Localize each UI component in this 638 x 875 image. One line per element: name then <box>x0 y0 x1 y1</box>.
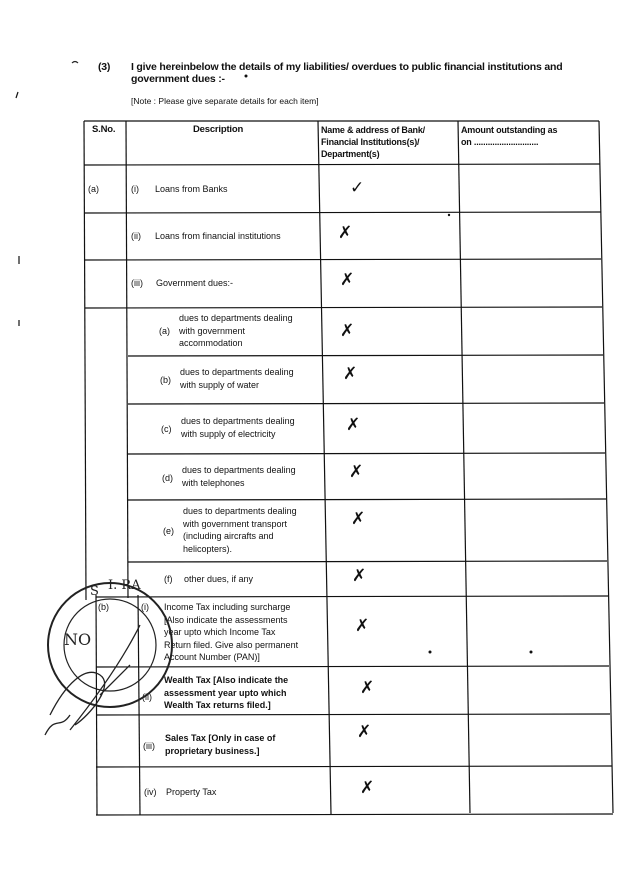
svg-text:S: S <box>90 584 99 599</box>
row-desc: dues to departments dealing with government transport (including aircrafts and helicopters). <box>183 506 297 554</box>
row-num: (iii) <box>131 278 143 288</box>
row-num: (ii) <box>131 231 141 241</box>
row-desc: Loans from Banks <box>155 184 228 194</box>
cross-mark: ✗ <box>338 223 353 243</box>
row-desc: Income Tax including surcharge [Also indicate the assessments year upto which Income Tax Return filed. Give also permanent Account Number (PAN)] <box>164 602 299 662</box>
header-name-address: Name & address of Bank/ Financial Institutions(s)/ Department(s) <box>321 125 425 159</box>
row-desc: Wealth Tax [Also indicate the assessment year upto which Wealth Tax returns filed.] <box>164 675 289 710</box>
cross-mark: ✗ <box>357 722 372 742</box>
row-sub: (f) <box>164 574 173 584</box>
heading-line-2: government dues :- <box>131 73 225 85</box>
header-amount: Amount outstanding as on ............................ <box>461 125 558 147</box>
row-desc: Property Tax <box>166 787 217 797</box>
row-num: (i) <box>141 602 149 612</box>
cross-mark: ✗ <box>360 778 375 798</box>
row-desc: Sales Tax [Only in case of proprietary business.] <box>165 733 276 756</box>
row-desc: Loans from financial institutions <box>155 231 281 241</box>
note-text: [Note : Please give separate details for each item] <box>131 96 319 106</box>
header-description: Description <box>193 124 244 135</box>
cross-mark: ✗ <box>349 462 364 482</box>
row-sub: (a) <box>159 326 170 336</box>
row-desc: Government dues:- <box>156 278 234 288</box>
row-num: (i) <box>131 184 139 194</box>
cross-mark: ✗ <box>340 321 355 341</box>
row-sub: (b) <box>160 375 171 385</box>
section-number: (3) <box>98 61 111 73</box>
cross-mark: ✗ <box>360 678 375 698</box>
row-sub: (e) <box>163 526 174 536</box>
svg-text:NO: NO <box>64 630 92 649</box>
heading-line-1: I give hereinbelow the details of my liabilities/ overdues to public financial institutions and <box>131 61 563 73</box>
row-sno: (b) <box>98 602 109 612</box>
row-sub: (d) <box>162 473 173 483</box>
row-desc: dues to departments dealing with supply of electricity <box>181 416 295 439</box>
cross-mark: ✗ <box>355 616 370 636</box>
row-desc: dues to departments dealing with telephones <box>182 465 296 488</box>
row-num: (iv) <box>144 787 157 797</box>
cross-mark: ✗ <box>352 566 367 586</box>
row-desc: dues to departments dealing with government accommodation <box>179 313 293 348</box>
cross-mark: ✗ <box>351 509 366 529</box>
row-sno: (a) <box>88 184 99 194</box>
row-num: (iii) <box>143 741 155 751</box>
cross-mark: ✗ <box>346 415 361 435</box>
row-sub: (c) <box>161 424 172 434</box>
cross-mark: ✗ <box>340 270 355 290</box>
header-sno: S.No. <box>92 124 116 135</box>
row-desc: other dues, if any <box>184 574 254 584</box>
cross-mark: ✗ <box>343 364 358 384</box>
row-desc: dues to departments dealing with supply of water <box>180 367 294 390</box>
row-num: (ii) <box>142 692 152 702</box>
svg-text:I. RA: I. RA <box>108 578 141 593</box>
tick-mark: ✓ <box>350 178 365 198</box>
